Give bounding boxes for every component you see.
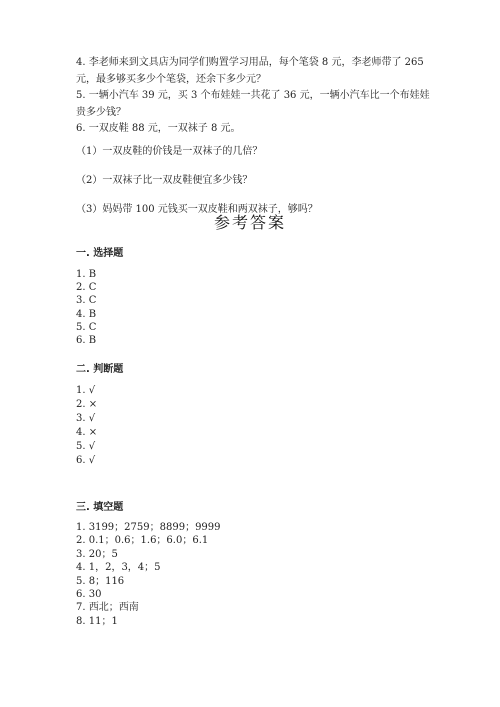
list-item: 6. √ xyxy=(76,454,96,466)
list-item: 2. 0.1；0.6；1.6；6.0；6.1 xyxy=(76,535,209,547)
list-item: 2. C xyxy=(76,282,97,294)
problem-6-subquestion-3: （3）妈妈带 100 元钱买一双皮鞋和两双袜子，够吗？ xyxy=(76,203,318,215)
fill-in-blank-answers xyxy=(76,521,221,628)
list-item: 4. 1，2，3，4；5 xyxy=(76,562,161,574)
true-false-answers xyxy=(76,384,97,467)
list-item: 5. √ xyxy=(76,440,96,452)
list-item: 1. √ xyxy=(76,385,96,396)
problem-6-line-1: 6. 一双皮鞋 88 元，一双袜子 8 元。 xyxy=(76,123,241,134)
list-item: 3. 20；5 xyxy=(76,548,118,560)
list-item: 8. 11；1 xyxy=(76,615,118,627)
problem-6-subquestion-1: （1）一双皮鞋的价钱是一双袜子的几倍？ xyxy=(76,145,263,157)
problem-6-subquestion-2: （2）一双袜子比一双皮鞋便宜多少钱？ xyxy=(76,174,253,186)
list-item: 2. × xyxy=(76,398,98,410)
list-item: 6. 30 xyxy=(76,589,102,601)
list-item: 1. 3199；2759；8899；9999 xyxy=(76,522,221,533)
problem-4-line-1: 4. 李老师来到文具店为同学们购置学习用品，每个笔袋 8 元，李老师带了 265 xyxy=(76,57,424,68)
word-problems xyxy=(76,55,436,218)
fill-in-blank-heading: 三. 填空题 xyxy=(76,502,124,513)
list-item: 3. C xyxy=(76,295,97,307)
list-item: 7. 西北；西南 xyxy=(76,602,139,614)
list-item: 4. B xyxy=(76,308,97,320)
list-item: 1. B xyxy=(76,269,97,280)
problem-5-line-1: 5. 一辆小汽车 39 元，买 3 个布娃娃一共花了 36 元，一辆小汽车比一个布娃娃 xyxy=(76,90,430,101)
multiple-choice-answers xyxy=(76,268,96,347)
true-false-heading: 二. 判断题 xyxy=(76,364,124,375)
list-item: 3. √ xyxy=(76,412,96,424)
list-item: 5. C xyxy=(76,321,97,333)
problem-5-line-2: 贵多少钱？ xyxy=(76,106,126,118)
list-item: 5. 8；116 xyxy=(76,575,125,587)
answer-key-title: 参考答案 xyxy=(213,213,286,232)
problem-4-line-2: 元，最多够买多少个笔袋，还余下多少元？ xyxy=(76,73,266,85)
list-item: 4. × xyxy=(76,426,98,438)
list-item: 6. B xyxy=(76,335,97,347)
multiple-choice-heading: 一. 选择题 xyxy=(76,248,124,259)
